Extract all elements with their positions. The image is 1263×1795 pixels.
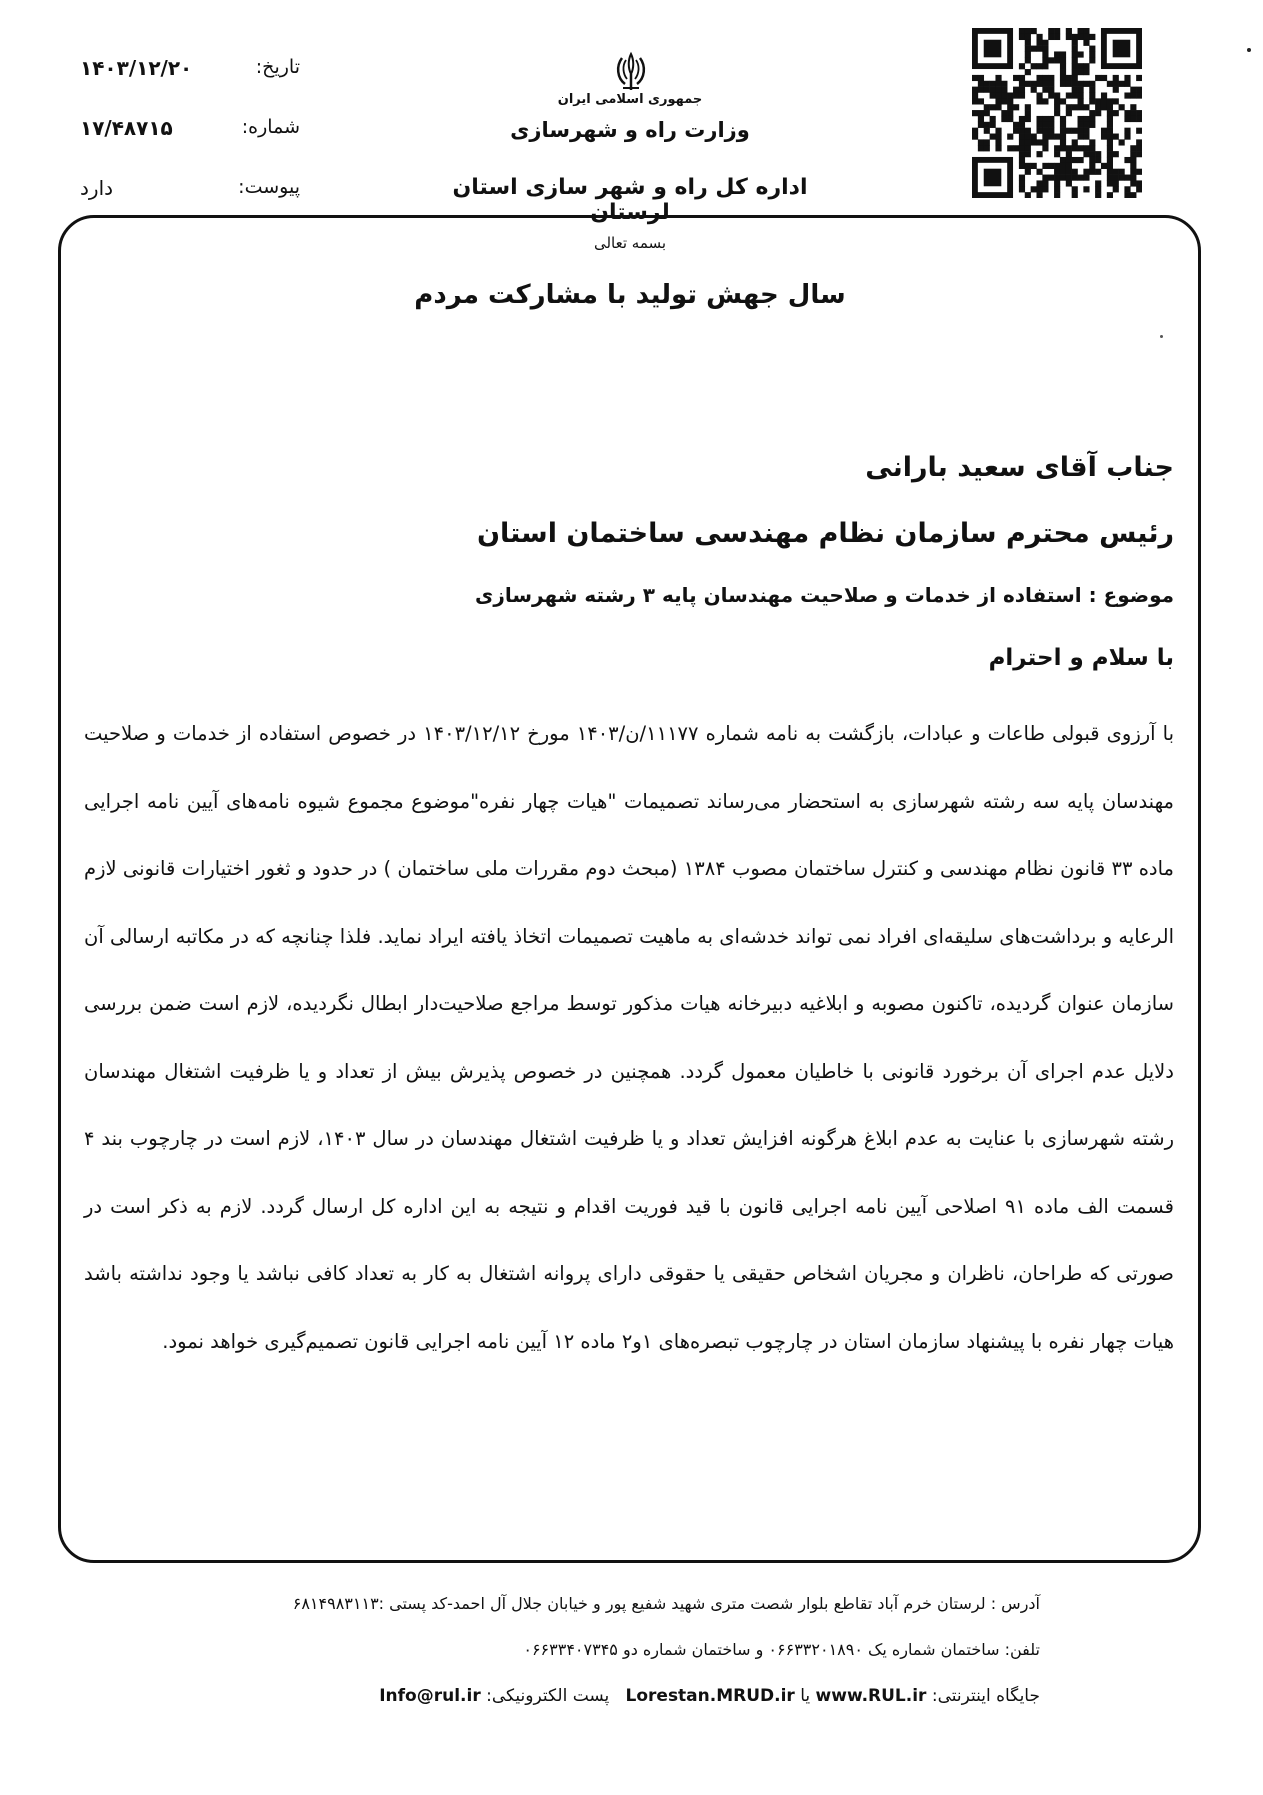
attachment-value: دارد bbox=[80, 176, 114, 200]
number-value: ۱۷/۴۸۷۱۵ bbox=[80, 116, 173, 140]
recipient-title: رئیس محترم سازمان نظام مهندسی ساختمان استان bbox=[476, 518, 1174, 549]
website-or: یا bbox=[800, 1686, 811, 1706]
letter-subject: موضوع : استفاده از خدمات و صلاحیت مهندسان پایه ۳ رشته شهرسازی bbox=[475, 583, 1174, 607]
letter-body: با آرزوی قبولی طاعات و عبادات، بازگشت به نامه شماره ۱۱۱۷۷/ن/۱۴۰۳ مورخ ۱۴۰۳/۱۲/۱۲ در خصوص استفاده از خدمات و صلاحیت مهندسان پایه سه رشته شهرسازی به استحضار می‌رساند تصمیمات "هیات چهار نفره"موضوع مجموع شیوه نامه‌های آیین نامه اجرایی ماده ۳۳ قانون نظام مهندسی و کنترل ساختمان مصوب ۱۳۸۴ (مبحث دوم مقررات ملی ساختمان ) در حدود و ثغور اختیارات قانونی لازم الرعایه و برداشت‌های سلیقه‌ای افراد نمی تواند خدشه‌ای به ماهیت تصمیمات اتخاذ یافته ایراد نماید. فلذا چنانچه که در مکاتبه ارسالی آن سازمان عنوان گردیده، تاکنون مصوبه و ابلاغیه دبیرخانه هیات مذکور توسط مراجع صلاحیت‌دار ابطال نگردیده، لازم است ضمن بررسی دلایل عدم اجرای آن برخورد قانونی با خاطیان معمول گردد. همچنین در خصوص پذیرش بیش از تعداد و یا ظرفیت اشتغال مهندسان رشته شهرسازی با عنایت به عدم ابلاغ هرگونه افزایش تعداد و یا ظرفیت اشتغال مهندسان در سال ۱۴۰۳، لازم است در چارچوب بند ۴ قسمت الف ماده ۹۱ اصلاحی آیین نامه اجرایی قانون با قید فوریت اقدام و نتیجه به این اداره کل ارسال گردد. لازم به ذکر است در صورتی که طراحان، ناظران و مجریان اشخاص حقیقی یا حقوقی دارای پروانه اشتغال به کار به تعداد کافی نباشد یا وجود نداشته باشد هیات چهار نفره با پیشنهاد سازمان استان در چارچوب تبصره‌های ۱و۲ ماده ۱۲ آیین نامه اجرایی قانون تصمیم‌گیری خواهد نمود. bbox=[84, 722, 1175, 1353]
footer-phone: تلفن: ساختمان شماره یک ۰۶۶۳۳۲۰۱۸۹۰ و ساختمان شماره دو ۰۶۶۳۳۴۰۷۳۴۵ bbox=[523, 1640, 1040, 1659]
iran-emblem-icon bbox=[608, 50, 654, 96]
date-value: ۱۴۰۳/۱۲/۲۰ bbox=[80, 56, 193, 80]
date-label: تاریخ: bbox=[255, 56, 300, 78]
date-row bbox=[70, 48, 300, 108]
year-slogan: سال جهش تولید با مشارکت مردم bbox=[414, 280, 846, 310]
qr-code-icon bbox=[972, 28, 1142, 198]
number-row bbox=[70, 108, 300, 168]
website-link[interactable]: www.RUL.ir bbox=[815, 1686, 927, 1706]
republic-title: جمهوری اسلامی ایران bbox=[557, 92, 703, 107]
attachment-label: پیوست: bbox=[238, 176, 300, 198]
website-label: جایگاه اینترنتی: bbox=[931, 1686, 1040, 1706]
basmala: بسمه تعالی bbox=[593, 234, 667, 252]
letter-meta bbox=[70, 48, 300, 228]
website-alt-link[interactable]: Lorestan.MRUD.ir bbox=[625, 1686, 795, 1706]
letter-greeting: با سلام و احترام bbox=[988, 645, 1174, 671]
scan-speck bbox=[1247, 48, 1251, 52]
footer-web bbox=[160, 1686, 1040, 1706]
office-title: اداره کل راه و شهر سازی استان لرستان bbox=[452, 175, 808, 225]
recipient-name: جناب آقای سعید بارانی bbox=[865, 452, 1174, 483]
scan-speck bbox=[1160, 335, 1163, 338]
number-label: شماره: bbox=[241, 116, 300, 138]
ministry-title: وزارت راه و شهرسازی bbox=[510, 118, 750, 142]
footer-address: آدرس : لرستان خرم آباد تقاطع بلوار شصت متری شهید شفیع پور و خیابان جلال آل احمد-کد پستی :۶۸۱۴۹۸۳۱۱۳ bbox=[292, 1594, 1040, 1613]
email-label: پست الکترونیکی: bbox=[486, 1686, 610, 1706]
email-link[interactable]: Info@rul.ir bbox=[379, 1686, 481, 1706]
